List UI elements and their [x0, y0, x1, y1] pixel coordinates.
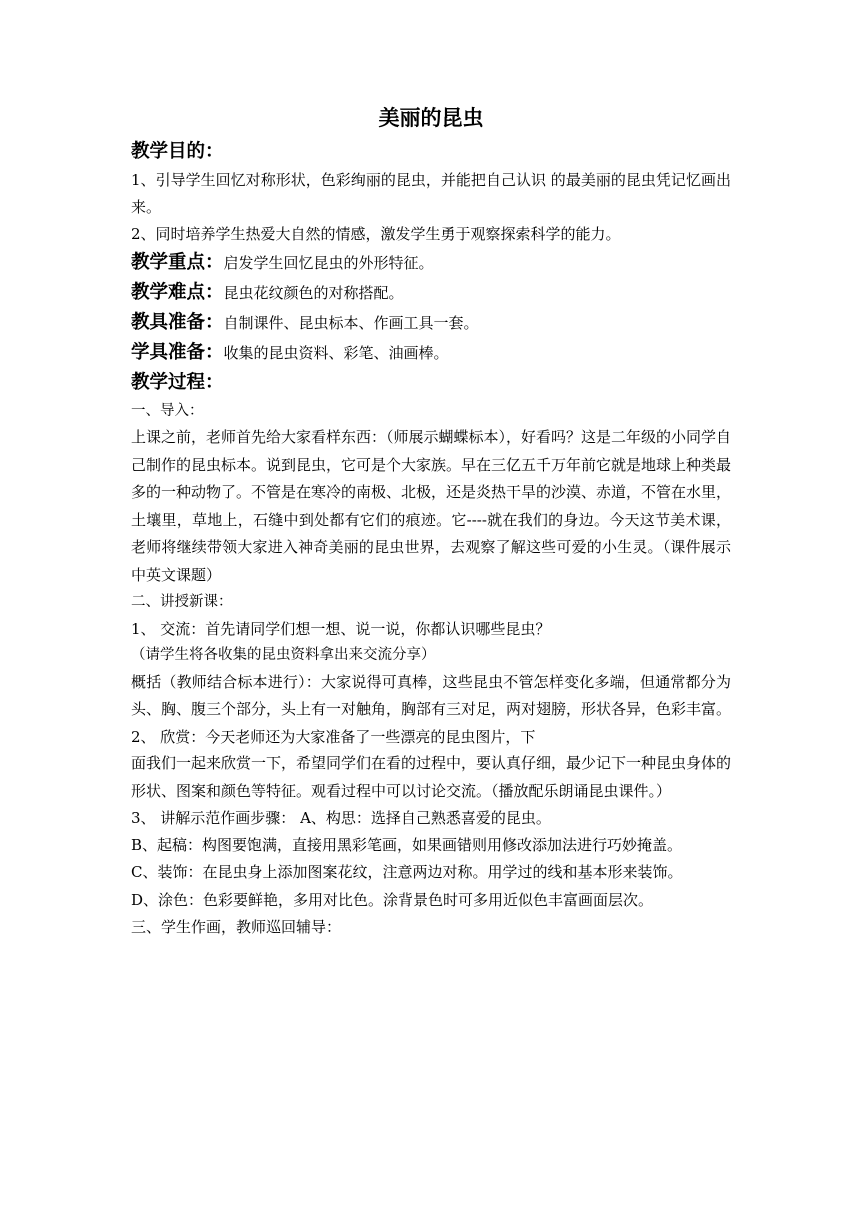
intro-text: 上课之前，老师首先给大家看样东西：（师展示蝴蝶标本），好看吗？这是二年级的小同学自己制作的昆虫标本。说到昆虫，它可是个大家族。早在三亿五千万年前它就是地球上种类最多的一种动物了。不管是在寒冷的南极、北极，还是炎热干旱的沙漠、赤道，不管在水里，土壤里，草地上，石缝中到处都有它们的痕迹。它----就在我们的身边。今天这节美术课，老师将继续带领大家进入神奇美丽的昆虫世界，去观察了解这些可爱的小生灵。（课件展示中英文课题）	[131, 428, 732, 584]
step-3-b: B、起稿：构图要饱满，直接用黑彩笔画，如果画错则用修改添加法进行巧妙掩盖。	[131, 835, 683, 854]
step-1: 1、 交流：首先请同学们想一想、说一说，你都认识哪些昆虫？	[131, 619, 551, 638]
student-aids-value: 收集的昆虫资料、彩笔、油画棒。	[223, 343, 449, 362]
key-points-value: 启发学生回忆昆虫的外形特征。	[223, 253, 434, 272]
step-2-line-1: 2、 欣赏：今天老师还为大家准备了一些漂亮的昆虫图片，下	[131, 727, 536, 746]
difficulties-value: 昆虫花纹颜色的对称搭配。	[223, 283, 404, 302]
difficulties-line	[131, 278, 731, 308]
key-points-line	[131, 248, 731, 278]
objective-1: 1、引导学生回忆对称形状，色彩绚丽的昆虫，并能把自己认识 的最美丽的昆虫凭记忆画出来。	[131, 171, 731, 216]
intro-heading: 一、导入：	[131, 402, 204, 419]
difficulties-label: 教学难点：	[131, 281, 224, 303]
practice-heading: 三、学生作画，教师巡回辅导：	[131, 918, 342, 936]
student-aids-line	[131, 338, 731, 368]
step-3-d: D、涂色：色彩要鲜艳，多用对比色。涂背景色时可多用近似色丰富画面层次。	[131, 890, 654, 909]
teaching-aids-line	[131, 308, 731, 338]
new-lesson-heading: 二、讲授新课：	[131, 594, 233, 610]
step-1-note: （请学生将各收集的昆虫资料拿出来交流分享）	[131, 647, 436, 663]
teaching-aids-value: 自制课件、昆虫标本、作画工具一套。	[223, 313, 479, 332]
student-aids-label: 学具准备：	[131, 341, 224, 363]
teaching-aids-label: 教具准备：	[131, 311, 224, 333]
step-3: 3、 讲解示范作画步骤： A、构思：选择自己熟悉喜爱的昆虫。	[131, 809, 551, 827]
document-page	[131, 103, 731, 941]
summary-text: 概括（教师结合标本进行）：大家说得可真棒，这些昆虫不管怎样变化多端，但通常都分为头、胸、腹三个部分，头上有一对触角，胸部有三对足，两对翅膀，形状各异，色彩丰富。	[131, 672, 732, 718]
step-3-c: C、装饰：在昆虫身上添加图案花纹，注意两边对称。用学过的线和基本形来装饰。	[131, 863, 683, 881]
objectives-heading: 教学目的：	[131, 141, 224, 162]
objective-2: 2、同时培养学生热爱大自然的情感，激发学生勇于观察探索科学的能力。	[131, 225, 621, 243]
key-points-label: 教学重点：	[131, 251, 224, 273]
document-title: 美丽的昆虫	[378, 106, 484, 130]
process-heading: 教学过程：	[131, 371, 224, 393]
step-2-line-2: 面我们一起来欣赏一下，希望同学们在看的过程中，要认真仔细，最少记下一种昆虫身体的形状、图案和颜色等特征。观看过程中可以讨论交流。（播放配乐朗诵昆虫课件。）	[131, 754, 732, 800]
